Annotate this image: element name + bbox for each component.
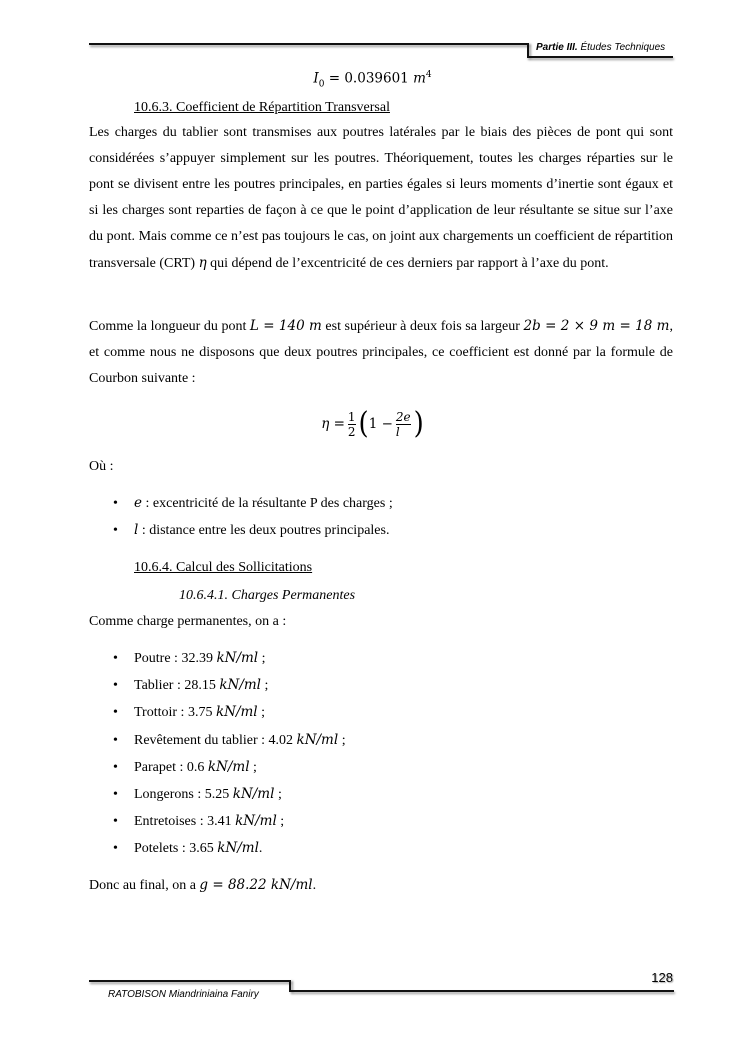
charge-unit: kN/ml [232, 785, 275, 802]
formula-close-paren: ) [413, 406, 424, 442]
final-total [89, 877, 316, 894]
paragraph-courbon [89, 313, 673, 392]
charge-end: ; [338, 732, 346, 748]
charge-label: Parapet : 0.6 [134, 759, 208, 775]
final-math: g = 88.22 kN/ml [199, 877, 313, 893]
def-symbol: l [134, 522, 139, 539]
list-item [113, 781, 346, 808]
list-item [113, 808, 346, 835]
charge-unit: kN/ml [215, 704, 258, 721]
ratio-denominator: l [396, 424, 411, 439]
charge-end: ; [276, 814, 285, 830]
list-item [113, 517, 393, 544]
formula-ratio [396, 410, 411, 439]
list-item [113, 490, 393, 517]
equation-inertia [0, 70, 745, 89]
charge-end: ; [261, 678, 269, 694]
para2-a: Comme la longueur du pont [89, 319, 250, 334]
para2-length: L = 140 m [249, 318, 322, 334]
header-title: Études Techniques [577, 42, 666, 53]
list-item [113, 835, 346, 862]
ratio-numerator: 2e [395, 409, 411, 424]
charge-label: Trottoir : 3.75 [134, 705, 216, 721]
charge-label: Poutre : 32.39 [134, 651, 217, 666]
charge-label: Longerons : 5.25 [134, 786, 233, 802]
charge-label: Tablier : 28.15 [134, 678, 220, 694]
def-text: : distance entre les deux poutres principales. [138, 523, 390, 539]
list-item [113, 672, 346, 699]
section-heading-1064: 10.6.4. Calcul des Sollicitations [134, 560, 313, 575]
para2-c: , et comme nous ne disposons que deux poutres principales, ce coefficient est donné par la formule de Courbon suivante : [89, 319, 673, 386]
footer-rule [290, 990, 674, 992]
final-text: Donc au final, on a [89, 878, 200, 893]
header-rule [89, 43, 529, 45]
charge-unit: kN/ml [217, 840, 259, 857]
charge-label: Entretoises : 3.41 [134, 814, 236, 830]
half-denominator: 2 [347, 424, 356, 439]
charge-unit: kN/ml [216, 650, 259, 666]
intro-charges: Comme charge permanentes, on a : [89, 614, 287, 629]
def-symbol: e [134, 495, 142, 511]
list-item [113, 645, 346, 672]
eq-lhs-sub: 0 [318, 79, 325, 90]
formula-half [348, 410, 356, 439]
ou-label: Où : [89, 459, 114, 474]
formula-open-paren: ( [358, 406, 369, 442]
charge-unit: kN/ml [207, 758, 250, 775]
para2-b: est supérieur à deux fois sa largeur [321, 319, 524, 334]
charge-end: . [258, 841, 263, 857]
header-part: Partie III. [536, 42, 578, 53]
formula-one-minus: 1 − [368, 416, 393, 432]
para1-text: Les charges du tablier sont transmises aux poutres latérales par le biais des pièces de pont qui sont considérées s’appuyer simplement sur les poutres. Théoriquement, toutes les charges réparties sur le pont se divisent entre les poutres principales, en parties égales si leurs moments d’inertie sont égaux et si les charges sont reparties de façon à ce que le point d’application de leur résultante se situe sur l’axe du pont. Mais comme ce n’est pas toujours le cas, on joint aux chargements un coefficient de répartition transversale (CRT) [89, 125, 673, 271]
def-text: : excentricité de la résultante P des charges ; [142, 496, 393, 511]
formula-lhs: η = [321, 416, 345, 432]
list-item [113, 754, 346, 781]
eq-rhs: = 0.039601 [324, 70, 414, 87]
eq-unit: m [413, 70, 426, 87]
definitions-list [113, 490, 393, 544]
running-header [536, 42, 665, 53]
eq-unit-exp: 4 [425, 70, 432, 80]
footer-author: RATOBISON Miandriniaina Faniry [108, 989, 259, 1000]
footer-rule-upper [89, 980, 291, 982]
page-number: 128 [651, 970, 673, 985]
para1-eta: η [198, 255, 207, 271]
paragraph-crt [89, 120, 673, 277]
list-item [113, 727, 346, 754]
eq-lhs: I [313, 70, 319, 87]
charge-end: ; [274, 786, 282, 802]
charge-label: Revêtement du tablier : 4.02 [134, 732, 297, 748]
final-end: . [312, 878, 317, 893]
para1-end: qui dépend de l’excentricité de ces derniers par rapport à l’axe du pont. [206, 256, 609, 271]
charge-unit: kN/ml [235, 813, 277, 830]
charge-end: ; [257, 705, 266, 721]
half-numerator: 1 [347, 409, 356, 424]
header-rule-lower [527, 56, 673, 58]
charge-end: ; [258, 651, 266, 666]
section-heading-1063: 10.6.3. Coefficient de Répartition Transversal [134, 100, 390, 115]
subsection-heading-10641: 10.6.4.1. Charges Permanentes [179, 588, 356, 603]
charge-unit: kN/ml [296, 731, 339, 748]
courbon-formula [0, 404, 745, 444]
para2-width: 2b = 2 × 9 m = 18 m [523, 318, 670, 334]
list-item [113, 699, 346, 726]
charge-label: Potelets : 3.65 [134, 841, 218, 857]
charges-list [113, 645, 346, 863]
charge-end: ; [249, 759, 257, 775]
charge-unit: kN/ml [219, 677, 262, 694]
